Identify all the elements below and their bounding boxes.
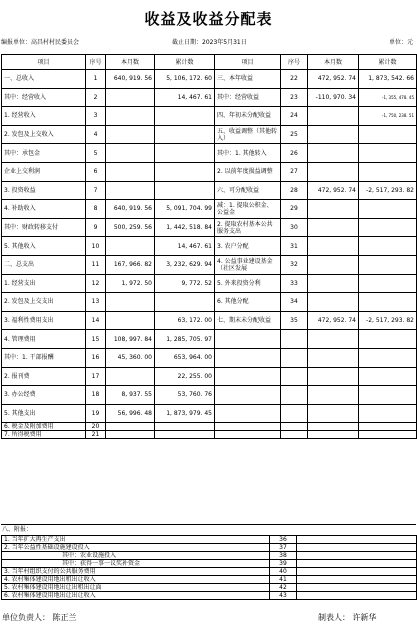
- col-header-total-left: 累计数: [155, 55, 215, 70]
- right-total-cell: [359, 144, 417, 163]
- supplementary-value-cell: [297, 568, 417, 576]
- preparer-signature: 制表人： 许新华: [318, 613, 377, 622]
- left-month-cell: [106, 88, 155, 107]
- supplementary-item-cell: 其中：农业设施投入: [2, 552, 270, 560]
- left-no-cell: 11: [86, 255, 106, 274]
- supplementary-no-cell: 38: [270, 552, 297, 560]
- left-item-cell: 2. 发包及上交支出: [2, 293, 86, 312]
- right-total-cell: -2, 517, 293. 82: [359, 181, 417, 200]
- table-row: [2, 255, 417, 274]
- supplementary-item-cell: 5. 农村集体建设用地出让出租出让面: [2, 584, 270, 592]
- tail-no-cell: 21: [86, 431, 106, 439]
- right-month-cell: [308, 107, 359, 126]
- left-month-cell: [106, 144, 155, 163]
- supplementary-item-cell: 4. 农村集体建设用地出租出让收入: [2, 576, 270, 584]
- right-total-cell: [359, 274, 417, 293]
- right-total-cell: [359, 200, 417, 219]
- left-no-cell: 14: [86, 311, 106, 330]
- supplementary-table: [1, 535, 417, 600]
- right-no-cell: 33: [281, 274, 308, 293]
- left-item-cell: 3. 办公经费: [2, 386, 86, 405]
- supplementary-value-cell: [297, 536, 417, 544]
- left-item-cell: 其中：财政转移支付: [2, 218, 86, 237]
- table-row: [2, 423, 417, 431]
- col-header-item-right: 项目: [215, 55, 281, 70]
- table-row: [2, 162, 417, 181]
- right-month-cell: [308, 293, 359, 312]
- left-month-cell: [106, 181, 155, 200]
- supplementary-no-cell: 39: [270, 560, 297, 568]
- left-total-cell: 3, 232, 629. 94: [155, 255, 215, 274]
- left-month-cell: 500, 259. 56: [106, 218, 155, 237]
- empty-cell: [215, 423, 281, 431]
- empty-cell: [215, 431, 281, 439]
- right-total-cell: [359, 330, 417, 349]
- left-total-cell: 653, 964. 00: [155, 348, 215, 367]
- left-total-cell: 63, 172. 00: [155, 311, 215, 330]
- left-total-cell: 1, 442, 518. 84: [155, 218, 215, 237]
- supplementary-row: [2, 592, 417, 600]
- left-no-cell: 18: [86, 386, 106, 405]
- left-month-cell: 56, 996. 48: [106, 404, 155, 423]
- empty-cell: [281, 431, 308, 439]
- left-item-cell: 5. 其他收入: [2, 237, 86, 256]
- supplementary-value-cell: [297, 552, 417, 560]
- supplementary-item-cell: 2. 当年公益性基础设施建设投入: [2, 544, 270, 552]
- supplementary-item-cell: 6. 农村集体建设用地出让出让收入: [2, 592, 270, 600]
- table-row: [2, 404, 417, 423]
- right-item-cell: 三、本年收益: [215, 70, 281, 89]
- table-row: [2, 70, 417, 89]
- left-no-cell: 12: [86, 274, 106, 293]
- right-total-cell: [359, 404, 417, 423]
- right-item-cell: [215, 348, 281, 367]
- left-total-cell: 5, 106, 172. 60: [155, 70, 215, 89]
- col-header-no-left: 序号: [86, 55, 106, 70]
- left-no-cell: 4: [86, 125, 106, 144]
- supplementary-value-cell: [297, 576, 417, 584]
- table-row: [2, 348, 417, 367]
- right-no-cell: 30: [281, 218, 308, 237]
- left-month-cell: 640, 919. 56: [106, 70, 155, 89]
- right-item-cell: 四、年初未分配收益: [215, 107, 281, 126]
- table-row: [2, 107, 417, 126]
- left-no-cell: 5: [86, 144, 106, 163]
- supplementary-value-cell: [297, 584, 417, 592]
- supplementary-row: [2, 576, 417, 584]
- supplementary-no-cell: 43: [270, 592, 297, 600]
- right-no-cell: 31: [281, 237, 308, 256]
- empty-cell: [308, 431, 359, 439]
- left-month-cell: [106, 293, 155, 312]
- left-month-cell: 45, 360. 00: [106, 348, 155, 367]
- col-header-total-right: 累计数: [359, 55, 417, 70]
- left-total-cell: 9, 772. 52: [155, 274, 215, 293]
- supplementary-no-cell: 36: [270, 536, 297, 544]
- empty-cell: [359, 423, 417, 431]
- right-total-cell: [359, 237, 417, 256]
- table-row: [2, 386, 417, 405]
- right-item-cell: 6. 其他分配: [215, 293, 281, 312]
- left-month-cell: 8, 937. 55: [106, 386, 155, 405]
- right-item-cell: [215, 330, 281, 349]
- right-item-cell: 5. 外来投资分利: [215, 274, 281, 293]
- right-no-cell: 25: [281, 125, 308, 144]
- tail-item-cell: 6. 税金及附加费用: [2, 423, 86, 431]
- left-item-cell: 4. 补助收入: [2, 200, 86, 219]
- empty-cell: [106, 423, 155, 431]
- left-item-cell: 其中：1. 干部报酬: [2, 348, 86, 367]
- supplementary-row: [2, 584, 417, 592]
- supplementary-heading: 八、附报：: [1, 524, 416, 535]
- table-row: [2, 237, 417, 256]
- supplementary-value-cell: [297, 544, 417, 552]
- right-item-cell: 五、收益调整（其他转入）: [215, 125, 281, 144]
- right-item-cell: [215, 386, 281, 405]
- right-total-cell: [359, 162, 417, 181]
- right-total-cell: [359, 218, 417, 237]
- left-month-cell: [106, 237, 155, 256]
- right-month-cell: [308, 330, 359, 349]
- left-no-cell: 15: [86, 330, 106, 349]
- right-month-cell: [308, 274, 359, 293]
- left-month-cell: 108, 997. 84: [106, 330, 155, 349]
- income-distribution-table: [1, 54, 417, 439]
- left-item-cell: 2. 发包及上交收入: [2, 125, 86, 144]
- left-item-cell: 一、总收入: [2, 70, 86, 89]
- right-month-cell: 472, 952. 74: [308, 311, 359, 330]
- left-total-cell: 14, 467. 61: [155, 237, 215, 256]
- col-header-month-left: 本月数: [106, 55, 155, 70]
- left-item-cell: 企业上交利润: [2, 162, 86, 181]
- left-total-cell: [155, 162, 215, 181]
- right-month-cell: [308, 200, 359, 219]
- supplementary-row: [2, 552, 417, 560]
- left-month-cell: 640, 919. 56: [106, 200, 155, 219]
- supplementary-item-cell: 1. 当年扩大再生产支出: [2, 536, 270, 544]
- right-total-cell: -2, 517, 293. 82: [359, 311, 417, 330]
- table-row: [2, 274, 417, 293]
- table-header-row: [2, 55, 417, 70]
- right-no-cell: [281, 386, 308, 405]
- right-month-cell: [308, 386, 359, 405]
- table-row: [2, 125, 417, 144]
- right-total-cell: [359, 293, 417, 312]
- tail-no-cell: 20: [86, 423, 106, 431]
- left-item-cell: 4. 管理费用: [2, 330, 86, 349]
- right-item-cell: 七、期末未分配收益: [215, 311, 281, 330]
- left-no-cell: 19: [86, 404, 106, 423]
- left-item-cell: 3. 福利性费用支出: [2, 311, 86, 330]
- left-total-cell: [155, 181, 215, 200]
- right-item-cell: 其中：经营收益: [215, 88, 281, 107]
- right-month-cell: 472, 952. 74: [308, 70, 359, 89]
- left-month-cell: [106, 125, 155, 144]
- table-row: [2, 144, 417, 163]
- left-no-cell: 2: [86, 88, 106, 107]
- right-no-cell: 29: [281, 200, 308, 219]
- supplementary-section: [1, 524, 416, 600]
- right-month-cell: 472, 952. 74: [308, 181, 359, 200]
- supplementary-row: [2, 536, 417, 544]
- col-header-no-right: 序号: [281, 55, 308, 70]
- tail-item-cell: 7. 所得税费用: [2, 431, 86, 439]
- right-item-cell: 其中：1. 其他转入: [215, 144, 281, 163]
- empty-cell: [359, 431, 417, 439]
- left-total-cell: [155, 293, 215, 312]
- left-no-cell: 3: [86, 107, 106, 126]
- supplementary-value-cell: [297, 560, 417, 568]
- right-total-cell: [359, 255, 417, 274]
- right-no-cell: 32: [281, 255, 308, 274]
- left-total-cell: [155, 144, 215, 163]
- left-month-cell: [106, 162, 155, 181]
- left-no-cell: 13: [86, 293, 106, 312]
- right-item-cell: [215, 404, 281, 423]
- left-no-cell: 8: [86, 200, 106, 219]
- left-item-cell: 其中：经营收入: [2, 88, 86, 107]
- right-no-cell: [281, 404, 308, 423]
- left-item-cell: 二、总支出: [2, 255, 86, 274]
- right-total-cell: [359, 125, 417, 144]
- left-month-cell: 167, 966. 82: [106, 255, 155, 274]
- table-row: [2, 367, 417, 386]
- empty-cell: [308, 423, 359, 431]
- empty-cell: [155, 423, 215, 431]
- left-month-cell: [106, 311, 155, 330]
- left-no-cell: 17: [86, 367, 106, 386]
- left-item-cell: 3. 投资收益: [2, 181, 86, 200]
- empty-cell: [155, 431, 215, 439]
- right-month-cell: [308, 367, 359, 386]
- right-month-cell: -110, 970. 34: [308, 88, 359, 107]
- table-row: [2, 200, 417, 219]
- empty-cell: [281, 423, 308, 431]
- reporting-unit: 编报单位：高昌村村民委员会: [1, 39, 80, 46]
- supplementary-no-cell: 42: [270, 584, 297, 592]
- left-no-cell: 1: [86, 70, 106, 89]
- right-no-cell: 23: [281, 88, 308, 107]
- left-item-cell: 其中：承包金: [2, 144, 86, 163]
- report-title: 收益及收益分配表: [144, 10, 273, 28]
- right-total-cell: [359, 348, 417, 367]
- right-item-cell: 2. 以前年度损益调整: [215, 162, 281, 181]
- left-total-cell: 5, 091, 704. 99: [155, 200, 215, 219]
- right-no-cell: 24: [281, 107, 308, 126]
- right-month-cell: [308, 144, 359, 163]
- left-no-cell: 7: [86, 181, 106, 200]
- left-total-cell: 1, 285, 705. 97: [155, 330, 215, 349]
- right-total-cell: 1, 873, 542. 66: [359, 70, 417, 89]
- table-row: [2, 293, 417, 312]
- right-no-cell: [281, 348, 308, 367]
- supplementary-no-cell: 40: [270, 568, 297, 576]
- right-total-cell: [359, 367, 417, 386]
- right-item-cell: [215, 367, 281, 386]
- left-no-cell: 9: [86, 218, 106, 237]
- right-no-cell: 22: [281, 70, 308, 89]
- supplementary-row: [2, 568, 417, 576]
- right-month-cell: [308, 404, 359, 423]
- supplementary-item-cell: 3. 当年村组织支付的公共服务费用: [2, 568, 270, 576]
- empty-cell: [106, 431, 155, 439]
- right-item-cell: 2. 提取农村基本公共服务支出: [215, 218, 281, 237]
- right-month-cell: [308, 348, 359, 367]
- unit-head-signature: 单位负责人： 陈正兰: [2, 613, 77, 622]
- left-month-cell: [106, 107, 155, 126]
- right-item-cell: 减：1. 提取公积金、公益金: [215, 200, 281, 219]
- right-month-cell: [308, 218, 359, 237]
- supplementary-value-cell: [297, 592, 417, 600]
- table-row: [2, 330, 417, 349]
- right-month-cell: [308, 125, 359, 144]
- left-item-cell: 2. 报刊费: [2, 367, 86, 386]
- right-month-cell: [308, 162, 359, 181]
- table-row: [2, 181, 417, 200]
- left-total-cell: [155, 107, 215, 126]
- left-item-cell: 1. 经营收入: [2, 107, 86, 126]
- right-month-cell: [308, 237, 359, 256]
- table-row: [2, 218, 417, 237]
- left-item-cell: 5. 其他支出: [2, 404, 86, 423]
- col-header-month-right: 本月数: [308, 55, 359, 70]
- left-no-cell: 16: [86, 348, 106, 367]
- right-total-cell: -1, 355, 478. 45: [359, 88, 417, 107]
- right-no-cell: 35: [281, 311, 308, 330]
- left-total-cell: 22, 255. 00: [155, 367, 215, 386]
- right-no-cell: [281, 330, 308, 349]
- left-item-cell: 1. 经营支出: [2, 274, 86, 293]
- left-total-cell: [155, 125, 215, 144]
- left-total-cell: 53, 760. 76: [155, 386, 215, 405]
- right-no-cell: 27: [281, 162, 308, 181]
- supplementary-item-cell: 其中：获得一事一议奖补资金: [2, 560, 270, 568]
- left-month-cell: [106, 367, 155, 386]
- right-total-cell: [359, 386, 417, 405]
- left-no-cell: 10: [86, 237, 106, 256]
- right-no-cell: 34: [281, 293, 308, 312]
- table-row: [2, 88, 417, 107]
- left-total-cell: 1, 873, 979. 45: [155, 404, 215, 423]
- left-total-cell: 14, 467. 61: [155, 88, 215, 107]
- right-no-cell: [281, 367, 308, 386]
- supplementary-row: [2, 544, 417, 552]
- right-item-cell: 4. 公益事业建设基金（社区发展: [215, 255, 281, 274]
- report-date: 截止日期：2023年5月31日: [172, 39, 247, 46]
- supplementary-no-cell: 41: [270, 576, 297, 584]
- table-row: [2, 311, 417, 330]
- right-item-cell: 六、可分配收益: [215, 181, 281, 200]
- table-row: [2, 431, 417, 439]
- right-item-cell: 3. 农户分配: [215, 237, 281, 256]
- right-no-cell: 26: [281, 144, 308, 163]
- supplementary-row: [2, 560, 417, 568]
- currency-unit: 单位：元: [388, 39, 413, 46]
- right-total-cell: -1, 750, 238. 51: [359, 107, 417, 126]
- left-no-cell: 6: [86, 162, 106, 181]
- supplementary-no-cell: 37: [270, 544, 297, 552]
- left-month-cell: 1, 972. 50: [106, 274, 155, 293]
- col-header-item-left: 项目: [2, 55, 86, 70]
- right-month-cell: [308, 255, 359, 274]
- right-no-cell: 28: [281, 181, 308, 200]
